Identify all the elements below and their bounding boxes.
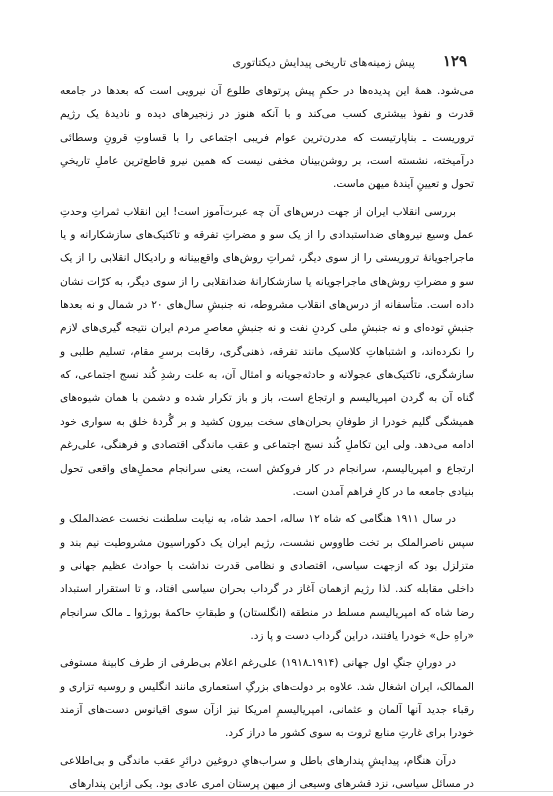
paragraph-4: در دورانِ جنگِ اول جهانی (۱۹۱۴ـ۱۹۱۸) علی‌رغم اعلام بی‌طرفی از طرف کابینهٔ مستوفی الممالک، ایران اشغال شد. علاوه بر دولت‌های بزرگِ استعماری مانند انگلیس و روسیه تزاری و رقباء جدید آنها آلمان و عثمانی، امپریالیسمِ امریکا نیز ازآن سوی اقیانوس دست‌های آزمند خودرا برای غارتِ منابع ثروت به سوی کشور ما دراز کرد. xyxy=(60,657,474,740)
paragraph-3: در سال ۱۹۱۱ هنگامی که شاه ۱۲ ساله، احمد شاه، به نیابت سلطنت نخست عضدالملک و سپس ناصرالملک بر تخت طاووس نشست، رژیم ایران یک دکوراسیون مشروطیت نیم بند و متزلزل بود که ازجهت سیاسی، اقتصادی و نظامی قدرت نداشت با حوادث عظیم جهانی و داخلی مقابله کند. لذا رژیم ازهمان آغاز در گرداب بحران سیاسی افتاد، و تا استقرار استبداد رضا شاه که امپریالیسم مسلط در منطقه (انگلستان) و طبقاتِ حاکمهٔ بورژوا ـ مالک سرانجام «راهِ حل» خودرا یافتند، دراین گرداب دست و پا زد. xyxy=(60,513,474,642)
paragraph-1: می‌شود. همهٔ این پدیده‌ها در حکمِ پیش پرتوهای طلوع آن نیرویی است که بعدها در جامعه قدرت و نفوذ بیشتری کسب می‌کند و با آنکه هنوز در زنجیرهای دیده و نادیدهٔ یک رژیم تروریست ـ بناپارتیست که مدرن‌ترین عوام فریبی اجتماعی را با قساوتِ قرونِ وسطائی درآمیخته، نشسته است، بر روشن‌بینان مخفی نیست که همین نیرو قاطع‌ترین عاملِ تاریخیِ تحول و تعیینِ آیندهٔ میهن ماست. xyxy=(60,85,474,191)
paragraph-5: درآن هنگام، پیدایشِ پندارهای باطل و سراب‌هایِ دروغین درائرِ عقب ماندگی و بی‌اطلاعی در مسائل سیاسی، نزد قشرهای وسیعی از میهن پرستان امری عادی بود. یکی ازاین پندارهای xyxy=(60,754,474,790)
running-title: پیش زمینه‌های تاریخی پیدایش دیکتاتوری xyxy=(232,56,415,69)
running-head xyxy=(60,52,467,74)
paragraph-2: بررسی انقلاب ایران از جهت درس‌های آن چه عبرت‌آموز است! این انقلاب ثمراتِ وحدتِ عمل وسیع نیروهای ضداستبدادی را از یک سو و مضراتِ تفرقه و تاکتیک‌های سازشکارانه و یا ماجراجویانهٔ تروریستی را از سوی دیگر، ثمراتِ روش‌های واقع‌بینانه و رادیکال انقلابی را از یک سو و مضراتِ روش‌های ماجراجویانه یا سازشکارانهٔ ضدانقلابی را از سوی دیگر، به کرّات نشان داده است. متأسفانه از درس‌های انقلاب مشروطه، نه جنبشِ سال‌های ۲۰ در شمال و نه بعدها جنبشِ توده‌ای و نه جنبشِ ملی کردنِ نفت و نه جنبشِ معاصرِ مردم ایران نتیجه گیری‌های لازم را نکرده‌اند، و اشتباهاتِ کلاسیک مانند تفرقه، ذهنی‌گری، رقابت برسرِ مقام، تسلیم طلبی و سازشگری، تاکتیک‌های عجولانه و حادثه‌جویانه و امثال آن، به علت رشدِ کُند نسج اجتماعی، که گناه آن به گردن امپریالیسم و ارتجاع است، باز و باز تکرار شده و دشمن با همان شیوه‌های همیشگی گلیم خودرا از طوفانِ بحران‌های سخت بیرون کشید و بر گُردهٔ خلق به سواری خود ادامه می‌دهد. ولی این تکاملِ کُند نسج اجتماعی و عقب ماندگی اقتصادی و فرهنگی، علی‌رغم ارتجاع و امپریالیسم، سرانجام در کار فروکش است، یعنی سرانجام محملِ‌های واقعی تحول بنیادی جامعه ما در کارِ فراهم آمدن است. xyxy=(60,205,474,498)
page-bottom-edge xyxy=(0,791,553,792)
page-number: ۱۲۹ xyxy=(442,52,467,70)
body-text xyxy=(60,80,474,796)
